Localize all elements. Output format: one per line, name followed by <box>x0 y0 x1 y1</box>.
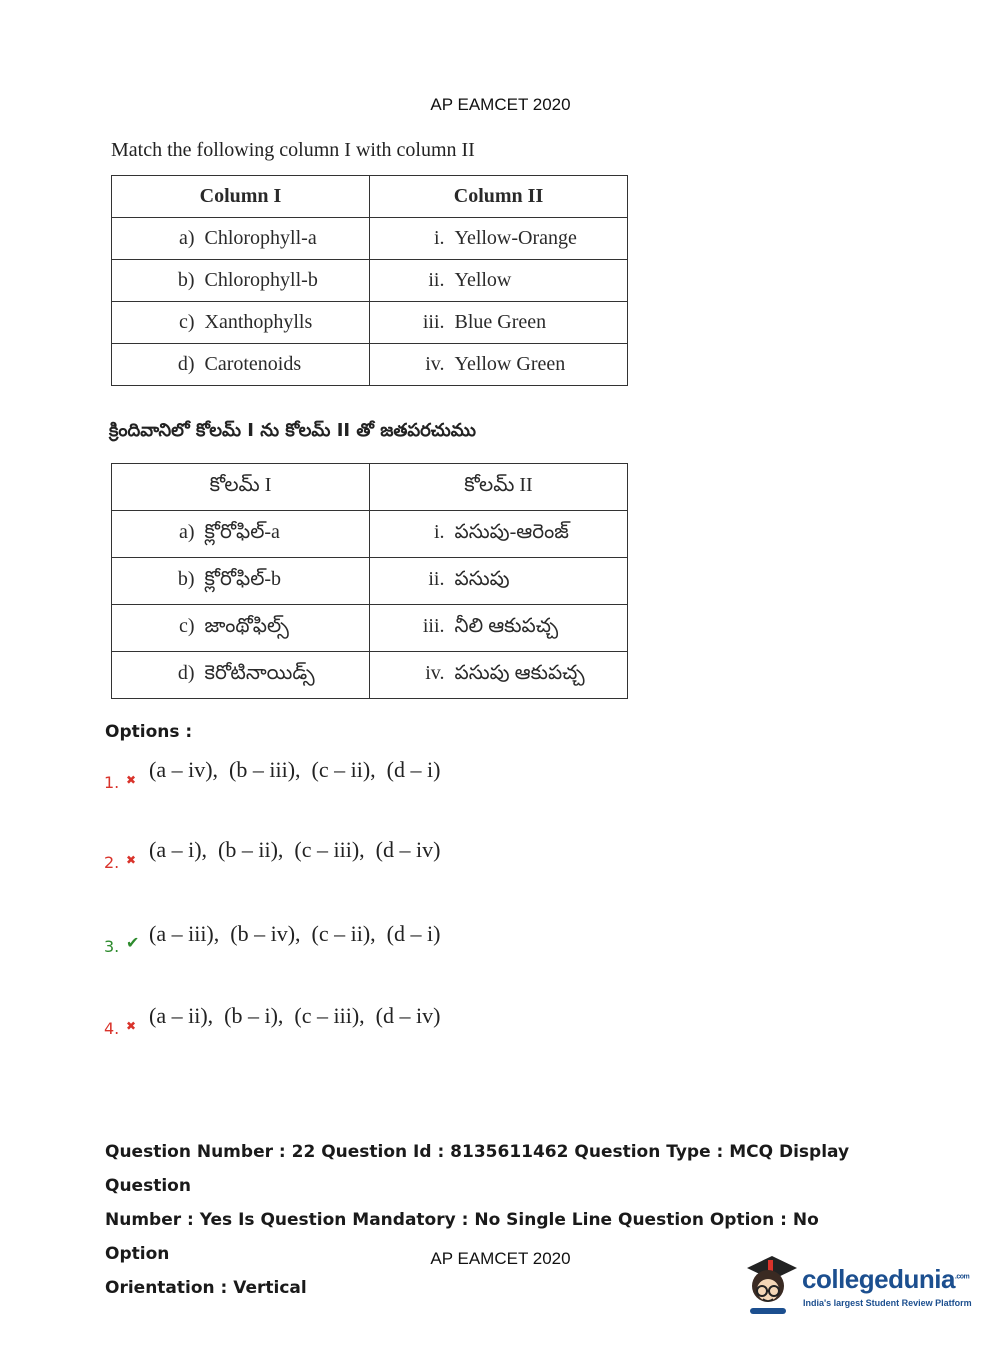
option-number: 4. <box>104 1019 120 1038</box>
column2-value: Yellow-Orange <box>454 227 577 249</box>
wrong-mark-icon: ✖ <box>126 853 137 867</box>
column2-value: పసుపు <box>454 567 510 590</box>
metadata-line: Question Number : 22 Question Id : 8135611462 Question Type : MCQ Display Question <box>105 1142 850 1196</box>
table-row <box>112 344 628 386</box>
logo-suffix: .com <box>954 1273 970 1281</box>
metadata-line: Orientation : Vertical <box>105 1278 307 1298</box>
metadata-line: Number : Yes Is Question Mandatory : No Single Line Question Option : No Option <box>105 1210 819 1264</box>
mascot-icon <box>742 1250 802 1320</box>
question-prompt-te: క్రిందివానిలో కోలమ్ I ను కోలమ్ II తో జతపరచుము <box>109 420 477 441</box>
option-number: 1. <box>104 773 120 792</box>
column2-value: పసుపు ఆకుపచ్చ <box>454 661 585 684</box>
column1-value: Chlorophyll-a <box>204 227 317 249</box>
collegedunia-logo[interactable] <box>742 1250 972 1320</box>
option-1[interactable] <box>104 757 604 797</box>
option-text: (a – iv), (b – iii), (c – ii), (d – i) <box>149 757 441 782</box>
option-number: 3. <box>104 937 120 956</box>
option-text: (a – ii), (b – i), (c – iii), (d – iv) <box>149 1003 441 1028</box>
column2-value: Yellow <box>454 269 512 291</box>
table-row <box>112 302 628 344</box>
question-prompt-en: Match the following column I with column II <box>111 139 475 161</box>
column1-value: Chlorophyll-b <box>204 269 318 291</box>
option-text: (a – i), (b – ii), (c – iii), (d – iv) <box>149 837 441 862</box>
row-label: ii. <box>428 567 445 590</box>
row-label: c) <box>178 614 195 637</box>
options-title: Options : <box>105 722 193 742</box>
row-label: b) <box>177 567 195 590</box>
row-label: iii. <box>422 311 445 333</box>
table-row <box>112 605 628 652</box>
row-label: d) <box>177 661 195 684</box>
table-row <box>112 511 628 558</box>
column2-value: Blue Green <box>454 311 547 333</box>
column1-value: Carotenoids <box>204 353 302 375</box>
column-header-2: కోలమ్ II <box>370 464 628 511</box>
match-table-te <box>111 463 628 699</box>
logo-name: collegedunia <box>802 1264 955 1294</box>
column2-value: Yellow Green <box>454 353 566 375</box>
row-label: iv. <box>425 353 445 375</box>
column-header-1: Column I <box>112 176 370 218</box>
row-label: i. <box>433 520 445 543</box>
check-mark-icon: ✔ <box>126 935 140 952</box>
wrong-mark-icon: ✖ <box>126 1019 137 1033</box>
row-label: a) <box>178 227 195 249</box>
wrong-mark-icon: ✖ <box>126 773 137 787</box>
column1-value: క్లోరోఫిల్-a <box>204 520 280 543</box>
row-label: iv. <box>425 661 445 684</box>
row-label: ii. <box>428 269 445 291</box>
column2-value: పసుపు-ఆరెంజ్ <box>454 520 569 543</box>
table-row <box>112 260 628 302</box>
match-table-en <box>111 175 628 386</box>
option-2[interactable] <box>104 837 604 877</box>
row-label: iii. <box>422 614 445 637</box>
table-row <box>112 218 628 260</box>
column2-value: నీలి ఆకుపచ్చ <box>454 614 559 637</box>
row-label: b) <box>177 269 195 291</box>
logo-tagline: India's largest Student Review Platform <box>803 1298 972 1308</box>
option-text: (a – iii), (b – iv), (c – ii), (d – i) <box>149 921 441 946</box>
table-row <box>112 558 628 605</box>
column1-value: క్లోరోఫిల్-b <box>204 567 282 590</box>
page-header: AP EAMCET 2020 <box>430 95 571 114</box>
column1-value: కెరోటినాయిడ్స్ <box>204 661 315 684</box>
page-footer: AP EAMCET 2020 <box>430 1249 571 1268</box>
column1-value: Xanthophylls <box>204 311 313 333</box>
column-header-1: కోలమ్ I <box>112 464 370 511</box>
row-label: a) <box>178 520 195 543</box>
column-header-2: Column II <box>370 176 628 218</box>
option-number: 2. <box>104 853 120 872</box>
option-4[interactable] <box>104 1003 604 1043</box>
row-label: i. <box>433 227 445 249</box>
row-label: d) <box>177 353 195 375</box>
table-row <box>112 652 628 699</box>
option-3[interactable] <box>104 921 604 961</box>
column1-value: జాంథోఫిల్స్ <box>204 614 289 637</box>
row-label: c) <box>178 311 195 333</box>
